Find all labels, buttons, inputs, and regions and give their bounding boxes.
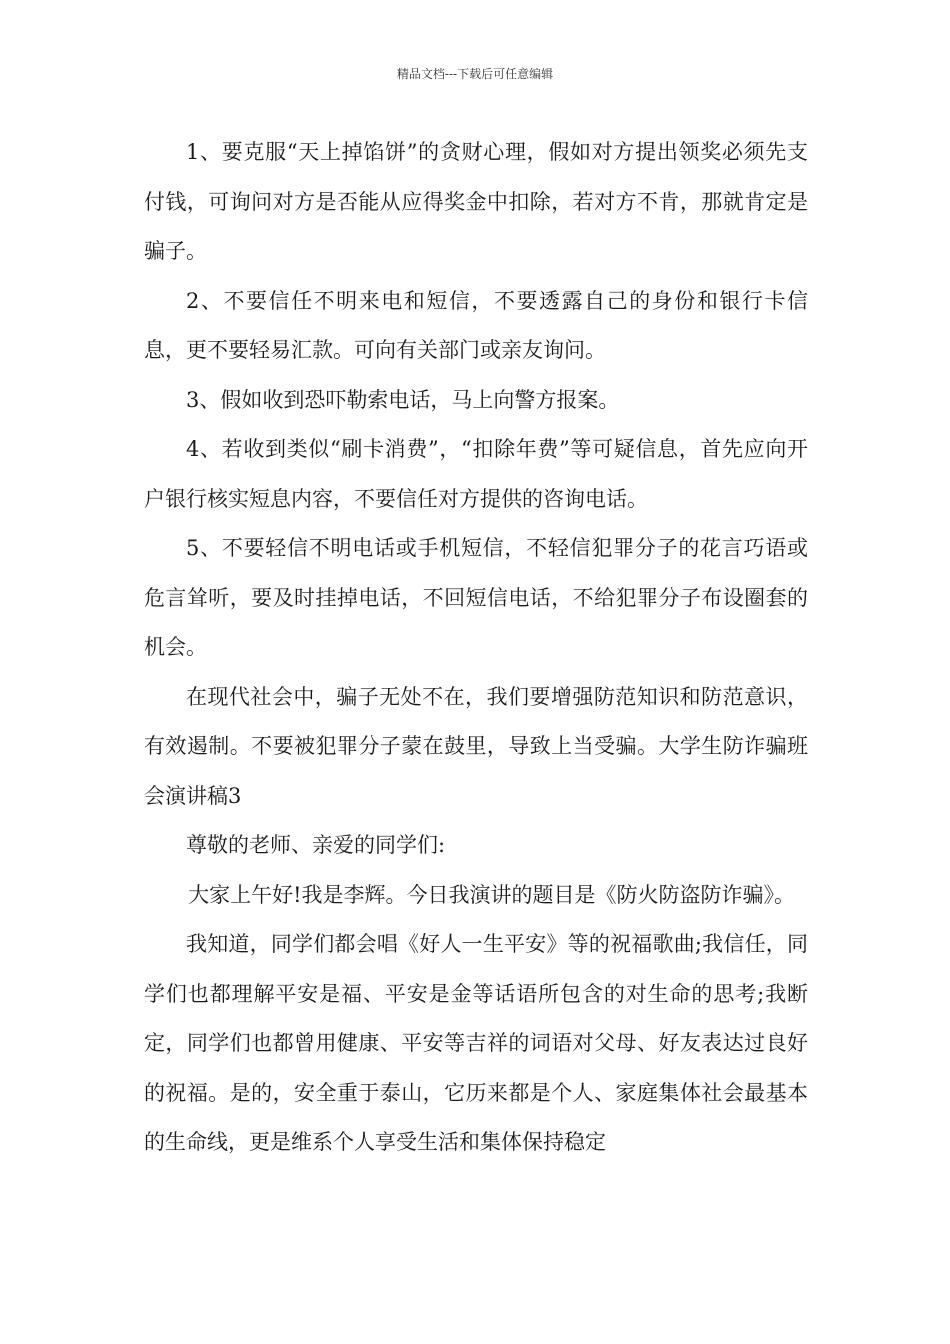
paragraph-conclusion: 在现代社会中，骗子无处不在，我们要增强防范知识和防范意识，有效遏制。不要被犯罪分子蒙在鼓里，导致上当受骗。大学生防诈骗班会演讲稿3 xyxy=(144,684,808,808)
paragraph-body: 我知道，同学们都会唱《好人一生平安》等的祝福歌曲;我信任，同学们也都理解平安是福、平安是金等话语所包含的对生命的思考;我断定，同学们也都曾用健康、平安等吉祥的词语对父母、好友表达过良好的祝福。是的，安全重于泰山，它历来都是个人、家庭集体社会最基本的生命线，更是维系个人享受生活和集体保持稳定 xyxy=(144,932,808,1154)
paragraph-tip-3: 3、假如收到恐吓勒索电话，马上向警方报案。 xyxy=(186,387,620,412)
paragraph-salutation: 尊敬的老师、亲爱的同学们: xyxy=(186,833,446,857)
document-body xyxy=(144,128,808,1168)
paragraph-greeting: 大家上午好!我是李辉。今日我演讲的题目是《防火防盗防诈骗》。 xyxy=(188,882,796,907)
paragraph-tip-2: 2、不要信任不明来电和短信，不要透露自己的身份和银行卡信息，更不要轻易汇款。可向有关部门或亲友询问。 xyxy=(144,288,808,362)
page-header: 精品文档---下载后可任意编辑 xyxy=(396,67,554,81)
paragraph-tip-5: 5、不要轻信不明电话或手机短信，不轻信犯罪分子的花言巧语或危言耸听，要及时挂掉电话，不回短信电话，不给犯罪分子布设圈套的机会。 xyxy=(144,536,808,659)
paragraph-tip-4: 4、若收到类似“刷卡消费”，“扣除年费”等可疑信息，首先应向开户银行核实短息内容，不要信任对方提供的咨询电话。 xyxy=(144,437,808,511)
paragraph-tip-1: 1、要克服“天上掉馅饼”的贪财心理，假如对方提出领奖必须先支付钱，可询问对方是否能从应得奖金中扣除，若对方不肯，那就肯定是骗子。 xyxy=(144,140,808,263)
